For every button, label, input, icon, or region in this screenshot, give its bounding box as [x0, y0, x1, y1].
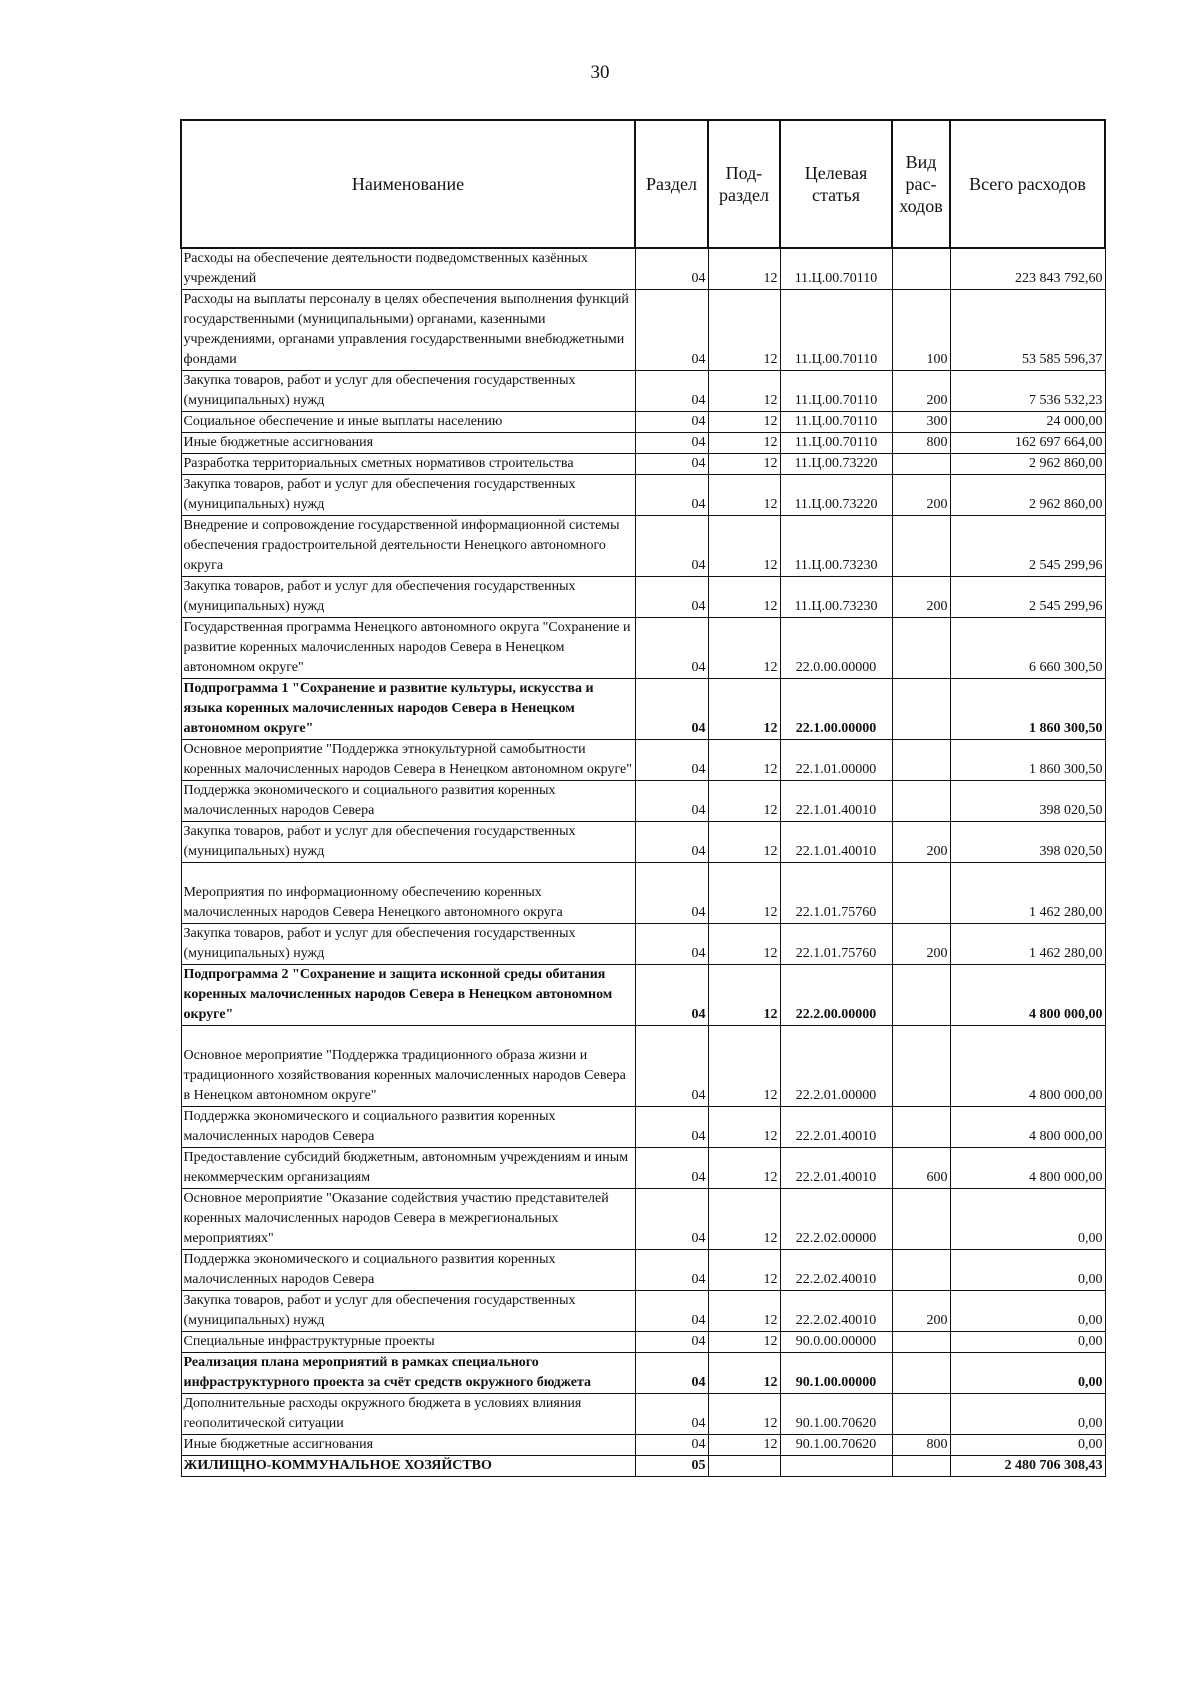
table-row [181, 290, 1105, 371]
cell-target: 22.1.01.40010 [780, 781, 892, 822]
cell-total: 0,00 [950, 1435, 1105, 1456]
cell-podrazdel [708, 1456, 780, 1477]
cell-vid [892, 1332, 950, 1353]
cell-vid [892, 781, 950, 822]
cell-podrazdel: 12 [708, 433, 780, 454]
header-name: Наименование [181, 120, 635, 248]
table-row [181, 1353, 1105, 1394]
cell-vid: 200 [892, 371, 950, 412]
cell-total: 0,00 [950, 1189, 1105, 1250]
cell-name: Поддержка экономического и социального развития коренных малочисленных народов Севера [181, 781, 635, 822]
cell-podrazdel: 12 [708, 1394, 780, 1435]
cell-target: 11.Ц.00.70110 [780, 433, 892, 454]
header-vid: Вид рас-ходов [892, 120, 950, 248]
cell-podrazdel: 12 [708, 965, 780, 1026]
cell-name: ЖИЛИЩНО-КОММУНАЛЬНОЕ ХОЗЯЙСТВО [181, 1456, 635, 1477]
table-row [181, 740, 1105, 781]
cell-target: 22.1.01.00000 [780, 740, 892, 781]
cell-total: 4 800 000,00 [950, 1148, 1105, 1189]
cell-vid [892, 1107, 950, 1148]
table-row [181, 1026, 1105, 1107]
header-target: Целевая статья [780, 120, 892, 248]
cell-vid: 200 [892, 1291, 950, 1332]
cell-total: 2 545 299,96 [950, 577, 1105, 618]
cell-total: 398 020,50 [950, 781, 1105, 822]
cell-vid [892, 1026, 950, 1107]
table-row [181, 1435, 1105, 1456]
cell-target: 11.Ц.00.73230 [780, 577, 892, 618]
table-row [181, 679, 1105, 740]
cell-target: 22.2.01.40010 [780, 1107, 892, 1148]
cell-podrazdel: 12 [708, 679, 780, 740]
cell-name: Иные бюджетные ассигнования [181, 433, 635, 454]
cell-podrazdel: 12 [708, 863, 780, 924]
cell-podrazdel: 12 [708, 290, 780, 371]
cell-total: 398 020,50 [950, 822, 1105, 863]
cell-razdel: 04 [635, 577, 708, 618]
cell-razdel: 04 [635, 516, 708, 577]
cell-vid [892, 1456, 950, 1477]
cell-podrazdel: 12 [708, 1332, 780, 1353]
table-body [181, 248, 1105, 1477]
cell-target: 22.2.02.40010 [780, 1250, 892, 1291]
cell-total: 0,00 [950, 1332, 1105, 1353]
cell-target: 11.Ц.00.73220 [780, 454, 892, 475]
cell-podrazdel: 12 [708, 618, 780, 679]
cell-razdel: 05 [635, 1456, 708, 1477]
cell-name: Закупка товаров, работ и услуг для обеспечения государственных (муниципальных) нужд [181, 371, 635, 412]
cell-total: 53 585 596,37 [950, 290, 1105, 371]
cell-razdel: 04 [635, 371, 708, 412]
cell-target: 22.2.01.40010 [780, 1148, 892, 1189]
cell-podrazdel: 12 [708, 1148, 780, 1189]
cell-podrazdel: 12 [708, 412, 780, 433]
cell-total: 1 462 280,00 [950, 924, 1105, 965]
cell-vid: 300 [892, 412, 950, 433]
cell-name: Закупка товаров, работ и услуг для обеспечения государственных (муниципальных) нужд [181, 475, 635, 516]
cell-total: 24 000,00 [950, 412, 1105, 433]
cell-podrazdel: 12 [708, 740, 780, 781]
cell-name: Поддержка экономического и социального развития коренных малочисленных народов Севера [181, 1250, 635, 1291]
cell-razdel: 04 [635, 412, 708, 433]
cell-razdel: 04 [635, 1291, 708, 1332]
cell-podrazdel: 12 [708, 475, 780, 516]
table-row [181, 516, 1105, 577]
cell-target: 22.1.00.00000 [780, 679, 892, 740]
cell-vid: 200 [892, 577, 950, 618]
cell-total: 4 800 000,00 [950, 965, 1105, 1026]
cell-razdel: 04 [635, 1189, 708, 1250]
cell-razdel: 04 [635, 248, 708, 290]
cell-target: 11.Ц.00.73230 [780, 516, 892, 577]
cell-vid: 200 [892, 924, 950, 965]
cell-razdel: 04 [635, 781, 708, 822]
cell-razdel: 04 [635, 924, 708, 965]
table-row [181, 1189, 1105, 1250]
cell-name: Основное мероприятие "Поддержка традиционного образа жизни и традиционного хозяйствования коренных малочисленных народов Севера в Ненецком автономном округе" [181, 1026, 635, 1107]
cell-name: Внедрение и сопровождение государственной информационной системы обеспечения градостроительной деятельности Ненецкого автономного округа [181, 516, 635, 577]
table-header-row [181, 120, 1105, 248]
cell-podrazdel: 12 [708, 1189, 780, 1250]
cell-razdel: 04 [635, 679, 708, 740]
cell-name: Расходы на обеспечение деятельности подведомственных казённых учреждений [181, 248, 635, 290]
cell-vid: 100 [892, 290, 950, 371]
cell-total: 1 860 300,50 [950, 740, 1105, 781]
cell-razdel: 04 [635, 1435, 708, 1456]
cell-target: 11.Ц.00.73220 [780, 475, 892, 516]
cell-razdel: 04 [635, 1353, 708, 1394]
table-row [181, 1332, 1105, 1353]
table-row [181, 454, 1105, 475]
cell-total: 0,00 [950, 1394, 1105, 1435]
cell-name: Специальные инфраструктурные проекты [181, 1332, 635, 1353]
cell-total: 2 545 299,96 [950, 516, 1105, 577]
table-row [181, 1291, 1105, 1332]
cell-name: Поддержка экономического и социального развития коренных малочисленных народов Севера [181, 1107, 635, 1148]
cell-total: 2 480 706 308,43 [950, 1456, 1105, 1477]
header-podrazdel: Под-раздел [708, 120, 780, 248]
cell-razdel: 04 [635, 1107, 708, 1148]
cell-name: Закупка товаров, работ и услуг для обеспечения государственных (муниципальных) нужд [181, 924, 635, 965]
cell-target: 11.Ц.00.70110 [780, 248, 892, 290]
table-row [181, 781, 1105, 822]
cell-razdel: 04 [635, 433, 708, 454]
cell-total: 2 962 860,00 [950, 475, 1105, 516]
header-total: Всего расходов [950, 120, 1105, 248]
cell-name: Иные бюджетные ассигнования [181, 1435, 635, 1456]
table-row [181, 618, 1105, 679]
cell-total: 7 536 532,23 [950, 371, 1105, 412]
cell-podrazdel: 12 [708, 516, 780, 577]
cell-total: 2 962 860,00 [950, 454, 1105, 475]
cell-target: 90.1.00.00000 [780, 1353, 892, 1394]
cell-target: 22.2.02.40010 [780, 1291, 892, 1332]
cell-razdel: 04 [635, 454, 708, 475]
cell-name: Подпрограмма 1 "Сохранение и развитие культуры, искусства и языка коренных малочисленных народов Севера в Ненецком автономном округе" [181, 679, 635, 740]
cell-razdel: 04 [635, 1026, 708, 1107]
table-row [181, 412, 1105, 433]
cell-total: 223 843 792,60 [950, 248, 1105, 290]
cell-total: 4 800 000,00 [950, 1107, 1105, 1148]
page-number: 30 [590, 62, 610, 83]
cell-name: Мероприятия по информационному обеспечению коренных малочисленных народов Севера Ненецкого автономного округа [181, 863, 635, 924]
cell-podrazdel: 12 [708, 1353, 780, 1394]
cell-target: 22.1.01.75760 [780, 924, 892, 965]
cell-vid [892, 740, 950, 781]
cell-vid [892, 618, 950, 679]
cell-total: 1 462 280,00 [950, 863, 1105, 924]
cell-razdel: 04 [635, 965, 708, 1026]
cell-target: 22.2.01.00000 [780, 1026, 892, 1107]
cell-vid [892, 965, 950, 1026]
cell-razdel: 04 [635, 1394, 708, 1435]
table-row [181, 1394, 1105, 1435]
table-row [181, 924, 1105, 965]
table-row [181, 433, 1105, 454]
cell-vid: 800 [892, 1435, 950, 1456]
cell-vid [892, 1394, 950, 1435]
table-row [181, 1107, 1105, 1148]
cell-target: 90.1.00.70620 [780, 1435, 892, 1456]
table-row [181, 822, 1105, 863]
cell-total: 0,00 [950, 1353, 1105, 1394]
budget-table [180, 119, 1106, 1477]
cell-razdel: 04 [635, 1332, 708, 1353]
cell-vid [892, 863, 950, 924]
cell-vid [892, 1353, 950, 1394]
cell-name: Социальное обеспечение и иные выплаты населению [181, 412, 635, 433]
cell-razdel: 04 [635, 618, 708, 679]
cell-target: 11.Ц.00.70110 [780, 371, 892, 412]
table-row [181, 577, 1105, 618]
cell-name: Дополнительные расходы окружного бюджета в условиях влияния геополитической ситуации [181, 1394, 635, 1435]
cell-razdel: 04 [635, 475, 708, 516]
cell-name: Закупка товаров, работ и услуг для обеспечения государственных (муниципальных) нужд [181, 1291, 635, 1332]
table-row [181, 863, 1105, 924]
cell-total: 162 697 664,00 [950, 433, 1105, 454]
cell-vid [892, 516, 950, 577]
table-row [181, 1148, 1105, 1189]
header-razdel: Раздел [635, 120, 708, 248]
cell-target [780, 1456, 892, 1477]
cell-target: 11.Ц.00.70110 [780, 290, 892, 371]
cell-name: Закупка товаров, работ и услуг для обеспечения государственных (муниципальных) нужд [181, 577, 635, 618]
cell-total: 4 800 000,00 [950, 1026, 1105, 1107]
cell-razdel: 04 [635, 1148, 708, 1189]
cell-target: 90.0.00.00000 [780, 1332, 892, 1353]
cell-razdel: 04 [635, 822, 708, 863]
cell-name: Расходы на выплаты персоналу в целях обеспечения выполнения функций государственными (муниципальными) органами, казенными учреждениями, органами управления государственными внебюджетными фондами [181, 290, 635, 371]
cell-total: 0,00 [950, 1291, 1105, 1332]
table-row [181, 248, 1105, 290]
cell-target: 22.2.00.00000 [780, 965, 892, 1026]
cell-vid [892, 454, 950, 475]
cell-target: 22.2.02.00000 [780, 1189, 892, 1250]
cell-target: 11.Ц.00.70110 [780, 412, 892, 433]
cell-podrazdel: 12 [708, 577, 780, 618]
cell-vid: 200 [892, 822, 950, 863]
cell-vid: 200 [892, 475, 950, 516]
cell-podrazdel: 12 [708, 371, 780, 412]
table-row [181, 371, 1105, 412]
cell-podrazdel: 12 [708, 454, 780, 475]
cell-total: 6 660 300,50 [950, 618, 1105, 679]
cell-name: Основное мероприятие "Оказание содействия участию представителей коренных малочисленных народов Севера в межрегиональных мероприятиях" [181, 1189, 635, 1250]
cell-razdel: 04 [635, 740, 708, 781]
cell-name: Реализация плана мероприятий в рамках специального инфраструктурного проекта за счёт средств окружного бюджета [181, 1353, 635, 1394]
cell-total: 0,00 [950, 1250, 1105, 1291]
table-row [181, 965, 1105, 1026]
cell-podrazdel: 12 [708, 1291, 780, 1332]
cell-name: Государственная программа Ненецкого автономного округа "Сохранение и развитие коренных малочисленных народов Севера в Ненецком автономном округе" [181, 618, 635, 679]
cell-vid [892, 679, 950, 740]
table-row [181, 1456, 1105, 1477]
cell-target: 22.1.01.40010 [780, 822, 892, 863]
cell-podrazdel: 12 [708, 781, 780, 822]
cell-podrazdel: 12 [708, 1250, 780, 1291]
cell-vid: 600 [892, 1148, 950, 1189]
cell-vid [892, 1250, 950, 1291]
table-row [181, 1250, 1105, 1291]
cell-target: 22.0.00.00000 [780, 618, 892, 679]
table-row [181, 475, 1105, 516]
cell-podrazdel: 12 [708, 822, 780, 863]
cell-target: 22.1.01.75760 [780, 863, 892, 924]
cell-target: 90.1.00.70620 [780, 1394, 892, 1435]
cell-name: Подпрограмма 2 "Сохранение и защита исконной среды обитания коренных малочисленных народов Севера в Ненецком автономном округе" [181, 965, 635, 1026]
cell-razdel: 04 [635, 290, 708, 371]
cell-vid [892, 1189, 950, 1250]
cell-name: Предоставление субсидий бюджетным, автономным учреждениям и иным некоммерческим организациям [181, 1148, 635, 1189]
cell-vid [892, 248, 950, 290]
cell-razdel: 04 [635, 1250, 708, 1291]
cell-total: 1 860 300,50 [950, 679, 1105, 740]
cell-podrazdel: 12 [708, 924, 780, 965]
cell-name: Разработка территориальных сметных нормативов строительства [181, 454, 635, 475]
cell-podrazdel: 12 [708, 1435, 780, 1456]
cell-razdel: 04 [635, 863, 708, 924]
cell-podrazdel: 12 [708, 1107, 780, 1148]
cell-name: Основное мероприятие "Поддержка этнокультурной самобытности коренных малочисленных народов Севера в Ненецком автономном округе" [181, 740, 635, 781]
cell-podrazdel: 12 [708, 248, 780, 290]
cell-vid: 800 [892, 433, 950, 454]
cell-podrazdel: 12 [708, 1026, 780, 1107]
cell-name: Закупка товаров, работ и услуг для обеспечения государственных (муниципальных) нужд [181, 822, 635, 863]
